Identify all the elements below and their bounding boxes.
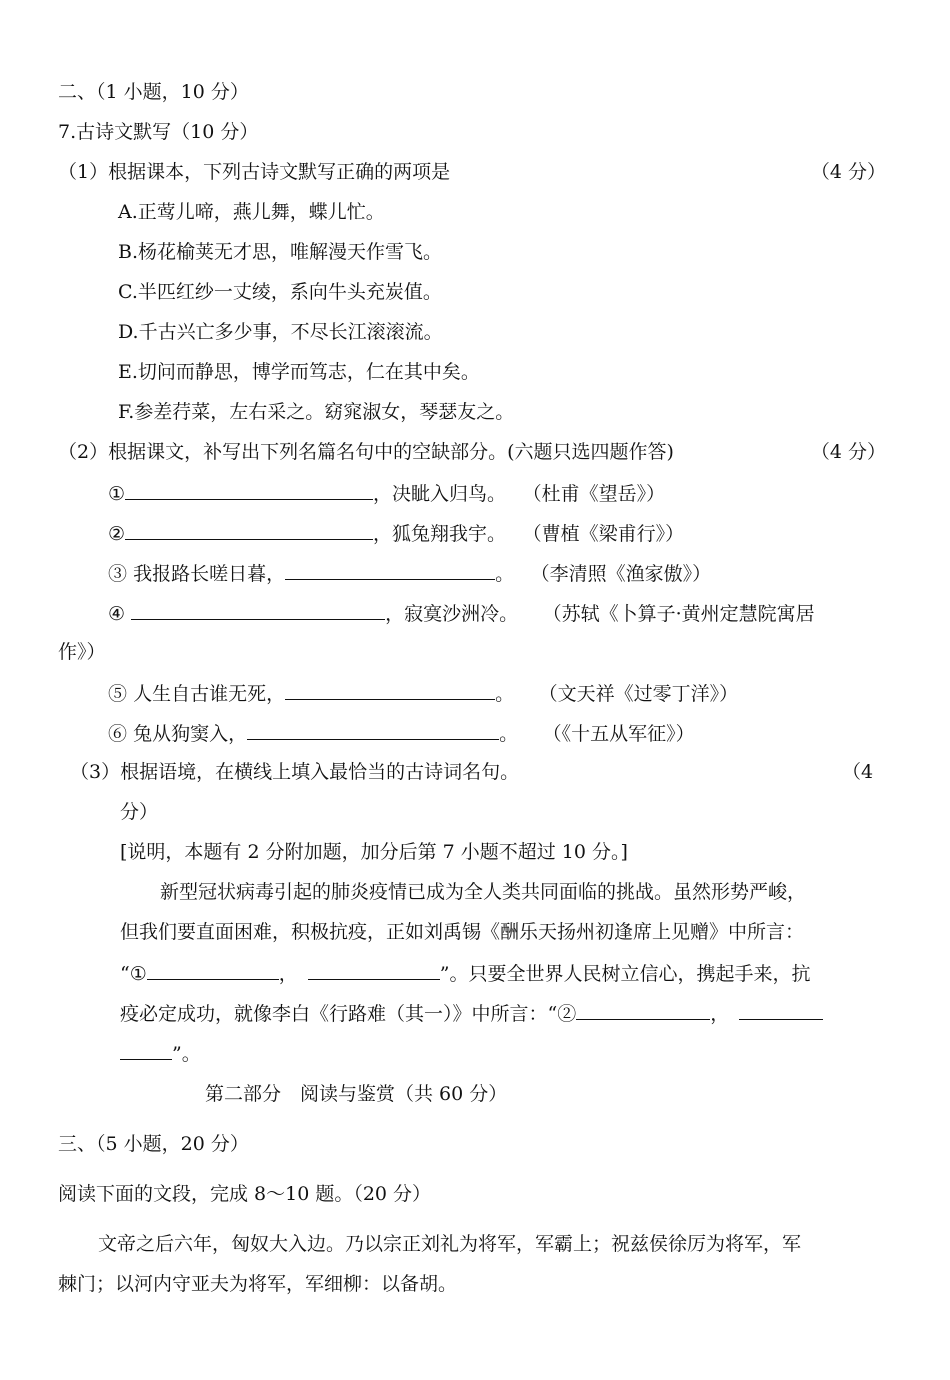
item-number: ② [108, 523, 126, 545]
passage-line: 棘门；以河内守亚夫为将军，军细柳：以备胡。 [58, 1273, 458, 1295]
points-label: （4 分） [810, 161, 886, 183]
section-heading: 三、（5 小题，20 分） [58, 1133, 249, 1155]
answer-blank[interactable] [739, 1001, 823, 1020]
fill-item [108, 561, 711, 585]
subquestion-stem: （2）根据课文，补写出下列名篇名句中的空缺部分。(六题只选四题作答) [58, 441, 674, 463]
paragraph-text: “① [120, 963, 147, 985]
option-f: F.参差荇菜，左右采之。窈窕淑女，琴瑟友之。 [118, 401, 515, 423]
fill-item [108, 521, 684, 545]
passage-line: 文帝之后六年，匈奴大入边。乃以宗正刘礼为将军，军霸上；祝兹侯徐厉为将军，军 [98, 1233, 802, 1255]
answer-blank[interactable] [576, 1001, 710, 1020]
item-source: （苏轼《卜算子·黄州定慧院寓居 [552, 603, 815, 625]
item-source: （文天祥《过零丁洋》） [548, 683, 739, 705]
fill-item [108, 601, 815, 625]
option-c: C.半匹红纱一丈绫，系向牛头充炭值。 [118, 281, 442, 303]
fill-item [108, 481, 665, 505]
part-title: 第二部分 阅读与鉴赏（共 60 分） [205, 1083, 508, 1105]
answer-blank[interactable] [308, 961, 440, 980]
subquestion-stem: （3）根据语境，在横线上填入最恰当的古诗词名句。 [70, 761, 520, 783]
section-heading: 二、（1 小题，10 分） [58, 81, 249, 103]
answer-blank[interactable] [285, 561, 495, 580]
fill-item [108, 721, 695, 745]
points-label-continued: 分） [120, 801, 159, 823]
answer-blank[interactable] [247, 721, 499, 740]
option-b: B.杨花榆荚无才思，唯解漫天作雪飞。 [118, 241, 443, 263]
item-text: ，狐兔翔我宇。 [373, 523, 507, 545]
paragraph-text: ”。 [172, 1043, 201, 1065]
paragraph-text: ”。只要全世界人民树立信心，携起手来，抗 [439, 963, 811, 985]
option-e: E.切问而静思，博学而笃志，仁在其中矣。 [118, 361, 480, 383]
option-a: A.正莺儿啼，燕儿舞，蝶儿忙。 [118, 201, 385, 223]
answer-blank[interactable] [285, 681, 495, 700]
paragraph-line: 新型冠状病毒引起的肺炎疫情已成为全人类共同面临的挑战。虽然形势严峻， [160, 881, 807, 903]
item-source: （《十五从军征》） [552, 723, 695, 745]
item-source: （曹植《梁甫行》） [532, 523, 685, 545]
answer-blank[interactable] [125, 521, 373, 540]
item-text: 。 [495, 563, 515, 585]
item-text: 。 [495, 683, 515, 705]
paragraph-line [120, 1001, 823, 1025]
points-label: （4 分） [810, 441, 886, 463]
paragraph-text: ， [278, 963, 298, 985]
paragraph-line [120, 1041, 201, 1065]
item-source-continued: 作》） [58, 641, 106, 663]
item-number: ① [108, 483, 126, 505]
item-number: ⑤ [108, 683, 128, 705]
question-title: 7.古诗文默写（10 分） [58, 121, 259, 143]
reading-instruction: 阅读下面的文段，完成 8～10 题。（20 分） [58, 1183, 432, 1205]
item-text: 兔从狗窦入， [133, 723, 248, 745]
paragraph-line: 但我们要直面困难，积极抗疫，正如刘禹锡《酬乐天扬州初逢席上见赠》中所言： [120, 921, 805, 943]
fill-item [108, 681, 738, 705]
item-text: 人生自古谁无死， [133, 683, 286, 705]
item-source: （李清照《渔家傲》） [540, 563, 712, 585]
item-text: ，决眦入归鸟。 [373, 483, 507, 505]
item-number: ③ [108, 563, 128, 585]
paragraph-line [120, 961, 810, 985]
item-source: （杜甫《望岳》） [532, 483, 666, 505]
item-number: ④ [108, 603, 126, 625]
points-label: （4 [842, 761, 874, 783]
option-d: D.千古兴亡多少事，不尽长江滚滚流。 [118, 321, 443, 343]
item-text: 。 [499, 723, 519, 745]
answer-blank[interactable] [120, 1041, 172, 1060]
item-text: ，寂寞沙洲冷。 [385, 603, 519, 625]
answer-blank[interactable] [125, 481, 373, 500]
answer-blank[interactable] [147, 961, 279, 980]
paragraph-text: ， [710, 1003, 730, 1025]
answer-blank[interactable] [131, 601, 385, 620]
item-number: ⑥ [108, 723, 128, 745]
note: [说明，本题有 2 分附加题，加分后第 7 小题不超过 10 分。] [120, 841, 628, 863]
subquestion-stem: （1）根据课本，下列古诗文默写正确的两项是 [58, 161, 451, 183]
item-text: 我报路长嗟日暮， [133, 563, 286, 585]
paragraph-text: 疫必定成功，就像李白《行路难（其一）》中所言：“② [120, 1003, 577, 1025]
